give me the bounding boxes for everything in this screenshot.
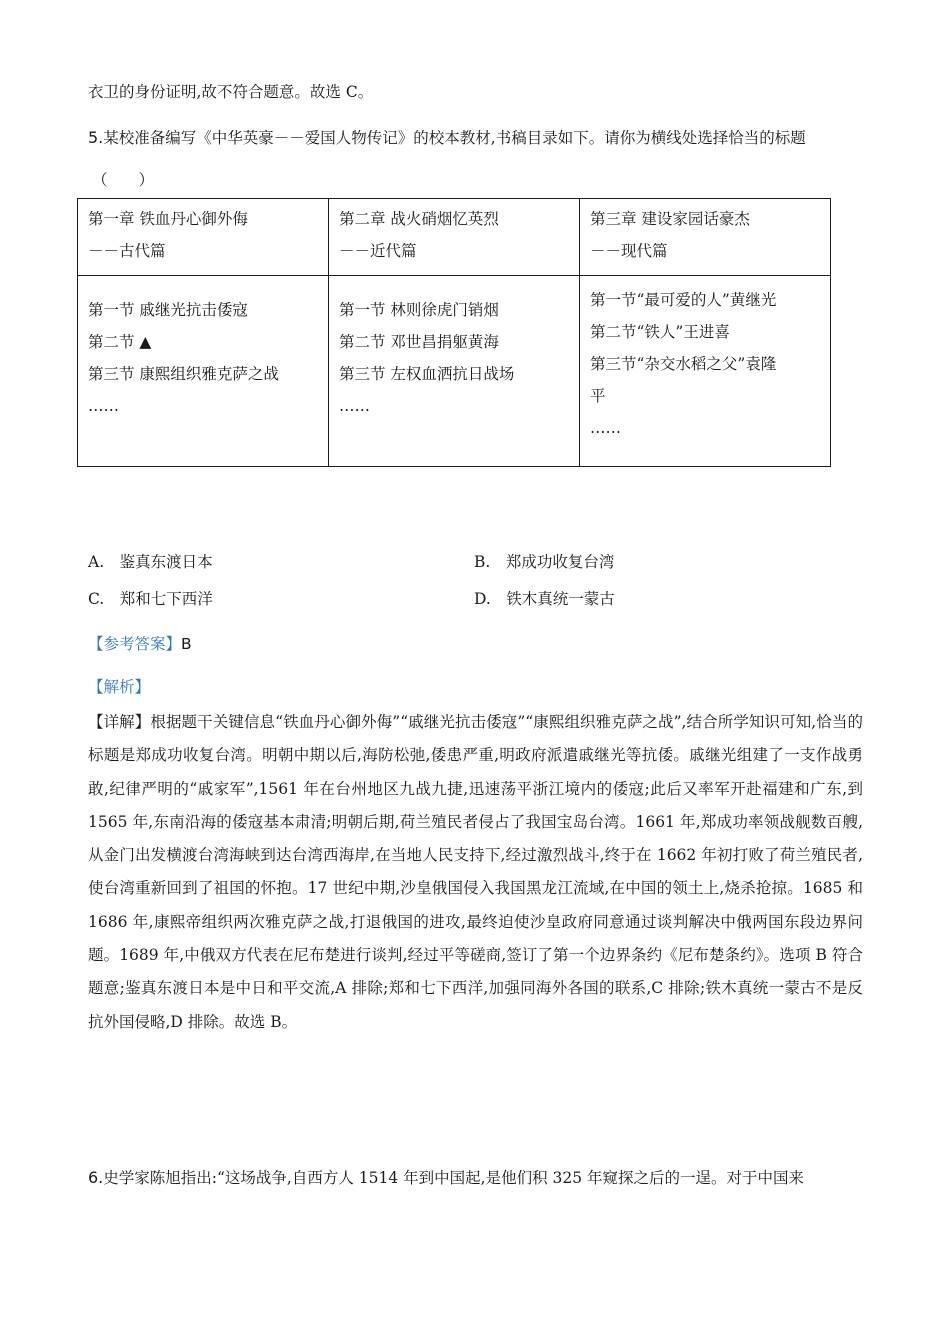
chapter-3-sections: [580, 276, 831, 467]
list-item: 第三节 左权血洒抗日战场: [339, 365, 515, 383]
list-item: 第一节“最可爱的人”黄继光: [590, 291, 777, 309]
chapter-2-sections: [329, 276, 580, 467]
chapter-3-sub: －－现代篇: [590, 242, 668, 260]
option-b[interactable]: B. 郑成功收复台湾: [474, 553, 615, 571]
chapter-1-sections: [78, 276, 329, 467]
analysis-label: 【解析】: [88, 678, 151, 696]
answer-label: 【参考答案】: [88, 635, 182, 653]
chapter-3-title: 第三章 建设家园话豪杰: [590, 210, 750, 228]
detail-paragraph: [88, 706, 863, 1039]
list-item: 第三节“杂交水稻之父”袁隆: [590, 355, 777, 373]
chapter-1-header: [78, 199, 329, 276]
question-6-text: 史学家陈旭指出:“这场战争,自西方人 1514 年到中国起,是他们积 325 年窥探之后的一逞。对于中国来: [103, 1169, 805, 1187]
question-5-text: 某校准备编写《中华英豪－－爱国人物传记》的校本教材,书稿目录如下。请你为横线处选择恰当的标题: [103, 129, 806, 147]
list-item: 第一节 戚继光抗击倭寇: [88, 301, 248, 319]
table-body-row: [78, 276, 831, 467]
answer-value: B: [181, 635, 192, 653]
list-item: ……: [88, 397, 119, 415]
detail-label: 【详解】: [88, 713, 151, 731]
table-header-row: [78, 199, 831, 276]
list-item: 第二节“铁人”王进喜: [590, 323, 730, 341]
previous-answer-tail: 衣卫的身份证明,故不符合题意。故选 C。: [88, 83, 374, 101]
question-5-paren: （ ）: [92, 171, 155, 189]
question-6-stem: [88, 1166, 804, 1188]
list-item: 第二节 ▲: [88, 333, 152, 351]
list-item: ……: [590, 419, 621, 437]
chapter-2-title: 第二章 战火硝烟忆英烈: [339, 210, 499, 228]
question-5-stem: [88, 126, 806, 148]
chapter-3-header: [580, 199, 831, 276]
chapter-2-header: [329, 199, 580, 276]
list-item: 第三节 康熙组织雅克萨之战: [88, 365, 279, 383]
option-c[interactable]: C. 郑和七下西洋: [88, 590, 213, 608]
reference-answer: [88, 632, 192, 654]
question-5-number: 5.: [88, 128, 104, 147]
list-item: 第一节 林则徐虎门销烟: [339, 301, 499, 319]
chapter-1-sub: －－古代篇: [88, 242, 166, 260]
question-6-number: 6.: [88, 1168, 104, 1187]
detail-text: 根据题干关键信息“铁血丹心御外侮”“戚继光抗击倭寇”“康熙组织雅克萨之战”,结合所学知识可知,恰当的标题是郑成功收复台湾。明朝中期以后,海防松弛,倭患严重,明政府派遣戚继光等抗倭。戚继光组建了一支作战勇敢,纪律严明的“戚家军”,1561 年在台州地区九战九捷,迅速荡平浙江境内的倭寇;此后又率军开赴福建和广东,到 1565 年,东南沿海的倭寇基本肃清;明朝后期,荷兰殖民者侵占了我国宝岛台湾。1661 年,郑成功率领战舰数百艘,从金门出发横渡台湾海峡到达台湾西海岸,在当地人民支持下,经过激烈战斗,终于在 1662 年初打败了荷兰殖民者,使台湾重新回到了祖国的怀抱。17 世纪中期,沙皇俄国侵入我国黑龙江流域,在中国的领土上,烧杀抢掠。1685 和 1686 年,康熙帝组织两次雅克萨之战,打退俄国的进攻,最终迫使沙皇政府同意通过谈判解决中俄两国东段边界问题。1689 年,中俄双方代表在尼布楚进行谈判,经过平等磋商,签订了第一个边界条约《尼布楚条约》。选项 B 符合题意;鉴真东渡日本是中日和平交流,A 排除;郑和七下西洋,加强同海外各国的联系,C 排除;铁木真统一蒙古不是反抗外国侵略,D 排除。故选 B。: [88, 713, 863, 1031]
book-outline-table: [77, 198, 831, 467]
list-item: 第二节 邓世昌捐躯黄海: [339, 333, 499, 351]
list-item: 平: [590, 387, 606, 405]
option-d[interactable]: D. 铁木真统一蒙古: [474, 590, 615, 608]
chapter-1-title: 第一章 铁血丹心御外侮: [88, 210, 248, 228]
chapter-2-sub: －－近代篇: [339, 242, 417, 260]
list-item: ……: [339, 397, 370, 415]
option-a[interactable]: A. 鉴真东渡日本: [88, 553, 213, 571]
